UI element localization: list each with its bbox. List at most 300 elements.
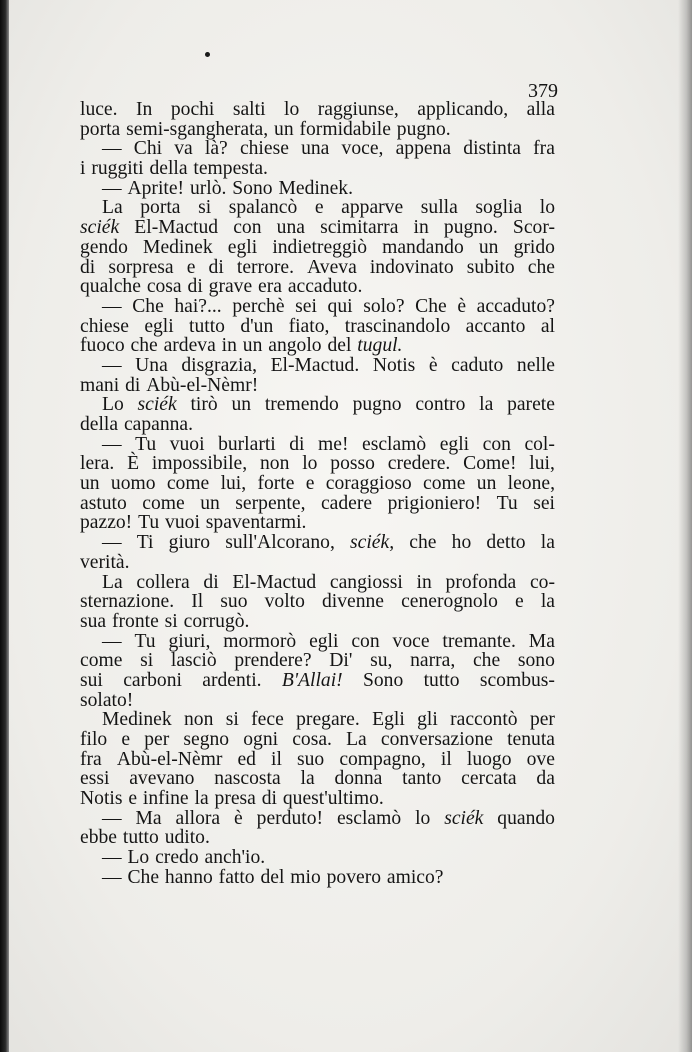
- word: co-: [529, 571, 555, 593]
- word: conversazione: [380, 729, 493, 750]
- word: segno: [183, 729, 230, 750]
- text-line: [80, 730, 555, 750]
- word: Lo: [102, 394, 124, 416]
- word: scombus-: [479, 669, 555, 691]
- word: indovinato: [369, 256, 454, 278]
- word: In: [136, 99, 153, 120]
- text-line: [80, 179, 555, 199]
- text-line: [80, 376, 555, 396]
- word: e: [121, 729, 131, 750]
- word: mani: [80, 374, 120, 396]
- ink-speck: [205, 52, 210, 57]
- word: che: [527, 256, 555, 278]
- word: sull'Alcorano,: [225, 532, 335, 554]
- word: Che: [415, 295, 447, 317]
- word: La: [102, 197, 123, 219]
- word: carboni: [123, 669, 182, 691]
- word: di: [203, 571, 219, 593]
- text-line: [80, 454, 555, 474]
- word: uomo: [110, 473, 156, 495]
- word: lui,: [220, 473, 247, 495]
- word: esclamò: [362, 433, 427, 455]
- word: —: [102, 433, 122, 455]
- text-line: [80, 573, 555, 593]
- word: allora: [175, 807, 221, 829]
- word: di: [261, 788, 277, 810]
- word: della: [149, 158, 188, 180]
- word: Una: [135, 354, 168, 376]
- word: —: [102, 177, 122, 199]
- word: Aprite!: [127, 177, 185, 199]
- word: trascinandolo: [344, 315, 451, 337]
- word: Notis: [80, 788, 123, 810]
- text-line: [80, 139, 555, 159]
- word: disgrazia,: [181, 354, 257, 376]
- text-line: [80, 671, 555, 691]
- text-line: [80, 474, 555, 494]
- word: sciék: [444, 807, 484, 829]
- word: avevano: [129, 768, 195, 790]
- text-line: [80, 612, 555, 632]
- word: La: [102, 571, 123, 593]
- word: terrore.: [236, 256, 294, 278]
- word: con: [233, 217, 262, 239]
- word: di: [208, 256, 224, 278]
- word: un: [242, 335, 263, 357]
- word: cosa: [146, 276, 182, 298]
- word: come: [166, 473, 210, 495]
- word: amico?: [386, 866, 444, 888]
- word: in: [221, 335, 237, 357]
- word: porta: [140, 197, 181, 219]
- word: ardenti.: [202, 669, 262, 691]
- word: El-Mactud.: [270, 354, 360, 376]
- word: la: [194, 788, 209, 810]
- word: ebbe: [80, 827, 117, 849]
- text-line: [80, 691, 555, 711]
- word: capanna.: [123, 414, 194, 435]
- word: Medinek: [143, 236, 213, 258]
- word: —: [102, 138, 122, 160]
- word: Aveva: [307, 256, 357, 278]
- word: è: [457, 295, 467, 317]
- word: un: [80, 473, 100, 495]
- word: la: [300, 768, 315, 790]
- word: volto: [264, 591, 305, 613]
- word: ardeva: [163, 335, 216, 357]
- word: perduto!: [256, 807, 324, 829]
- word: Abù-el-Nèmr!: [146, 374, 259, 396]
- word: che: [472, 650, 501, 672]
- word: un: [200, 492, 220, 514]
- word: alla: [526, 99, 555, 120]
- word: infine: [142, 788, 189, 810]
- text-line: [80, 277, 555, 297]
- word: hanno: [164, 866, 213, 888]
- text-line: [80, 868, 555, 888]
- word: giuri,: [168, 630, 211, 652]
- text-line: [80, 809, 555, 829]
- word: tremendo: [264, 394, 339, 416]
- text-line: [80, 120, 555, 140]
- word: posso: [330, 453, 375, 475]
- word: un: [478, 236, 499, 258]
- word: fece: [251, 709, 284, 731]
- word: e: [128, 788, 138, 810]
- word: qualche: [80, 276, 141, 298]
- word: chiese: [80, 315, 129, 337]
- word: solo?: [363, 295, 405, 317]
- text-line: [80, 415, 555, 435]
- word: spalancò: [228, 197, 298, 219]
- word: corrugò.: [183, 610, 250, 632]
- word: detto: [486, 532, 526, 554]
- word: sulla: [420, 197, 458, 219]
- word: essi: [80, 768, 110, 790]
- word: me!: [318, 433, 349, 455]
- word: impossibile,: [151, 453, 248, 475]
- word: angolo: [268, 335, 322, 357]
- word: sorpresa: [108, 256, 174, 278]
- word: lasciò: [170, 650, 217, 672]
- word: mormorò: [223, 630, 297, 652]
- word: collera: [136, 571, 190, 593]
- word: lo: [415, 807, 431, 829]
- word: esclamò: [336, 807, 402, 829]
- word: cercata: [461, 768, 517, 790]
- word: Sono: [232, 177, 273, 199]
- word: Medinek.: [278, 177, 354, 199]
- word: astuto: [80, 492, 127, 514]
- word: mio: [290, 866, 321, 888]
- text-line: [80, 336, 555, 356]
- text-line: [80, 218, 555, 238]
- word: è: [234, 807, 243, 829]
- word: mandando: [382, 236, 464, 258]
- word: accanto: [465, 315, 526, 337]
- word: Ti: [136, 532, 154, 554]
- word: Notis: [372, 354, 416, 376]
- word: sui: [80, 669, 103, 691]
- word: di: [187, 276, 203, 298]
- word: tutto: [189, 315, 225, 337]
- text-line: [80, 494, 555, 514]
- text-line: [80, 238, 555, 258]
- word: prendere?: [234, 650, 312, 672]
- text-line: [80, 828, 555, 848]
- word: apparve: [341, 197, 404, 219]
- word: pugno.: [396, 118, 451, 140]
- word: pugno: [352, 394, 402, 416]
- word: spaventarmi.: [205, 512, 307, 534]
- word: compagno,: [339, 748, 426, 770]
- word: un: [231, 394, 252, 416]
- page-edge-shadow: [678, 0, 692, 1052]
- word: Tu: [496, 492, 518, 514]
- word: sua: [80, 610, 107, 632]
- word: Il: [191, 591, 204, 613]
- word: —: [102, 532, 122, 554]
- word: quest'ultimo.: [282, 788, 384, 810]
- word: È: [127, 453, 140, 475]
- word: grido: [513, 236, 555, 258]
- word: egli: [144, 315, 174, 337]
- text-line: [80, 198, 555, 218]
- word: Tu: [138, 512, 160, 534]
- word: una: [301, 138, 330, 160]
- word: Medinek: [102, 709, 172, 731]
- word: ove: [526, 748, 555, 770]
- word: Di': [329, 650, 353, 672]
- word: tirò: [190, 394, 218, 416]
- word: raggiunse,: [317, 99, 399, 120]
- word: soglia: [475, 197, 523, 219]
- word: del: [327, 335, 352, 357]
- word: della: [80, 414, 119, 435]
- word: nelle: [516, 354, 555, 376]
- text-line: [80, 159, 555, 179]
- word: si: [164, 610, 178, 632]
- word: tempesta.: [193, 158, 268, 180]
- word: egli: [309, 630, 339, 652]
- word: in: [413, 217, 429, 239]
- word: come: [423, 473, 466, 495]
- text-line: [80, 258, 555, 278]
- word: caduto: [451, 354, 504, 376]
- word: per: [144, 729, 170, 750]
- word: vuoi: [165, 512, 200, 534]
- text-line: [80, 789, 555, 809]
- word: coraggioso: [325, 473, 412, 495]
- word: divenne: [321, 591, 385, 613]
- word: —: [102, 847, 122, 869]
- word: parete: [507, 394, 555, 416]
- word: semi-sgangherata,: [126, 118, 269, 140]
- word: fatto: [218, 866, 255, 888]
- word: suo: [297, 748, 325, 770]
- text-line: [80, 356, 555, 376]
- word: credere.: [387, 453, 451, 475]
- word: lo: [302, 453, 318, 475]
- word: egli: [227, 236, 258, 258]
- word: pochi: [170, 99, 215, 120]
- word: Abù-el-Nèmr: [116, 748, 223, 770]
- word: verità.: [80, 551, 130, 573]
- word: cangiossi: [329, 571, 403, 593]
- word: lo: [539, 197, 555, 219]
- word: serpente,: [235, 492, 306, 514]
- word: lo: [284, 99, 300, 120]
- text-line: [80, 395, 555, 415]
- text-line: [80, 848, 555, 868]
- word: accaduto.: [287, 276, 363, 298]
- word: qui: [327, 295, 353, 317]
- text-line: [80, 100, 555, 120]
- word: sciék: [137, 394, 177, 416]
- word: —: [102, 630, 122, 652]
- word: perchè: [232, 295, 285, 317]
- word: si: [198, 197, 212, 219]
- word: narra,: [410, 650, 456, 672]
- word: Ma: [528, 630, 555, 652]
- word: subito: [466, 256, 515, 278]
- word: prigioniero!: [387, 492, 482, 514]
- text-line: [80, 435, 555, 455]
- word: leone,: [507, 473, 555, 495]
- word: pazzo!: [80, 512, 133, 534]
- word: non: [184, 709, 214, 731]
- word: al: [540, 315, 555, 337]
- word: donna: [334, 768, 383, 790]
- word: e: [314, 197, 324, 219]
- word: ed: [237, 748, 256, 770]
- word: una: [276, 217, 305, 239]
- word: anch'io.: [204, 847, 266, 869]
- word: fra: [533, 138, 555, 160]
- word: cenerognolo: [401, 591, 498, 613]
- word: tutto: [122, 827, 159, 849]
- word: con: [482, 433, 511, 455]
- word: il: [271, 748, 282, 770]
- word: Tu: [134, 630, 156, 652]
- word: raccontò: [450, 709, 518, 731]
- word: sei: [533, 492, 555, 514]
- word: voce: [392, 630, 430, 652]
- word: udito.: [164, 827, 210, 849]
- word: urlò.: [189, 177, 227, 199]
- word: la: [479, 394, 494, 416]
- word: con: [351, 630, 380, 652]
- word: burlarti: [218, 433, 276, 455]
- word: Ma: [135, 807, 162, 829]
- word: lera.: [80, 453, 115, 475]
- word: Egli: [372, 709, 405, 731]
- word: i: [80, 158, 86, 180]
- word: un: [274, 118, 294, 140]
- word: di: [125, 374, 141, 396]
- word: del: [260, 866, 285, 888]
- word: salti: [232, 99, 266, 120]
- word: forte: [257, 473, 295, 495]
- word: sono: [517, 650, 555, 672]
- text-line: [80, 710, 555, 730]
- word: distinta: [463, 138, 521, 160]
- page-number: 379: [528, 80, 558, 102]
- word: tenuta: [507, 729, 555, 750]
- word: Che: [132, 295, 164, 317]
- word: e: [515, 591, 524, 613]
- word: accaduto?: [476, 295, 555, 317]
- word: che: [409, 532, 437, 554]
- word: applicando,: [417, 99, 509, 120]
- word: col-: [524, 433, 555, 455]
- word: contro: [415, 394, 466, 416]
- word: appena: [395, 138, 452, 160]
- word: per: [529, 709, 555, 731]
- word: cosa.: [292, 729, 332, 750]
- text-line: [80, 769, 555, 789]
- word: filo: [80, 729, 108, 750]
- word: Lo: [127, 847, 150, 869]
- word: povero: [326, 866, 382, 888]
- word: la: [540, 532, 555, 554]
- word: come: [80, 650, 123, 672]
- text-line: [80, 297, 555, 317]
- text-line: [80, 592, 555, 612]
- word: El-Mactud: [134, 217, 219, 239]
- word: il: [440, 748, 452, 770]
- body-text: [80, 100, 555, 888]
- word: luogo: [466, 748, 512, 770]
- word: voce,: [341, 138, 384, 160]
- word: gli: [417, 709, 438, 731]
- word: su,: [370, 650, 393, 672]
- text-line: [80, 553, 555, 573]
- word: egli: [439, 433, 470, 455]
- word: che: [130, 335, 158, 357]
- word: hai?...: [174, 295, 222, 317]
- text-line: [80, 513, 555, 533]
- word: sternazione.: [80, 591, 175, 613]
- word: nascosta: [214, 768, 281, 790]
- word: Che: [127, 866, 160, 888]
- word: sciék: [80, 217, 120, 239]
- text-line: [80, 632, 555, 652]
- word: fuoco: [80, 335, 125, 357]
- text-line: [80, 750, 555, 770]
- word: lui,: [529, 453, 555, 475]
- word: scimitarra: [320, 217, 399, 239]
- word: tugul.: [357, 335, 403, 357]
- word: —: [102, 807, 122, 829]
- word: la: [540, 591, 555, 613]
- word: tanto: [402, 768, 442, 790]
- book-spine-shadow: [0, 0, 9, 1052]
- word: un: [476, 473, 497, 495]
- word: fra: [80, 748, 102, 770]
- word: —: [102, 295, 122, 317]
- word: di: [80, 256, 96, 278]
- word: cadere: [320, 492, 373, 514]
- word: La: [346, 729, 367, 750]
- text-line: [80, 317, 555, 337]
- text-line: [80, 533, 555, 553]
- word: gendo: [80, 236, 128, 258]
- word: Sono: [362, 669, 404, 691]
- word: indietreggiò: [272, 236, 367, 258]
- word: sciék,: [350, 532, 395, 554]
- word: si: [140, 650, 154, 672]
- word: è: [428, 354, 438, 376]
- word: ruggiti: [91, 158, 144, 180]
- word: Scor-: [512, 217, 555, 239]
- word: formidabile: [299, 118, 391, 140]
- word: Come!: [463, 453, 517, 475]
- word: Chi: [133, 138, 163, 160]
- word: porta: [80, 118, 121, 140]
- word: pregare.: [296, 709, 360, 731]
- word: va: [174, 138, 193, 160]
- word: in: [416, 571, 432, 593]
- text-line: [80, 651, 555, 671]
- word: ogni: [243, 729, 279, 750]
- word: era: [258, 276, 282, 298]
- word: grave: [208, 276, 253, 298]
- word: suo: [220, 591, 248, 613]
- word: pugno.: [443, 217, 498, 239]
- word: presa: [214, 788, 256, 810]
- word: B'Allai!: [281, 669, 343, 691]
